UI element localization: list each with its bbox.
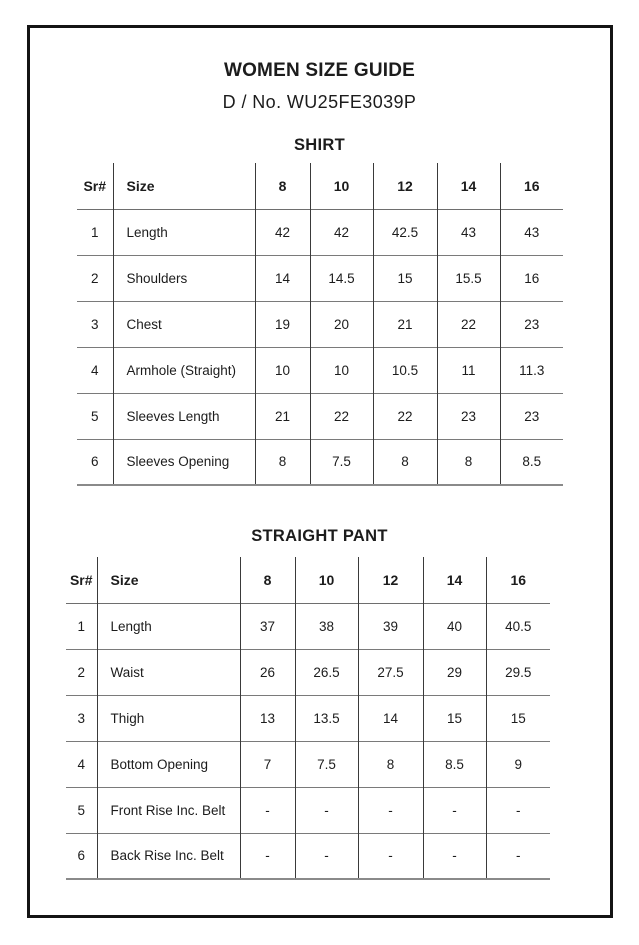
sr-cell: 4: [77, 347, 113, 393]
measurement-label-cell: Bottom Opening: [97, 741, 240, 787]
measurement-value-cell: 19: [255, 301, 310, 347]
measurement-value-cell: -: [358, 833, 423, 879]
sr-cell: 2: [66, 649, 97, 695]
measurement-value-cell: 26: [240, 649, 295, 695]
measurement-value-cell: 8.5: [522, 454, 542, 470]
doc-number: D / No. WU25FE3039P: [222, 92, 417, 112]
sr-cell: 5: [66, 787, 97, 833]
measurement-label-cell: Length: [113, 209, 255, 255]
measurement-value-cell: 37: [240, 603, 295, 649]
size-value-column-header: 12: [373, 163, 437, 209]
size-value-column-header: 10: [310, 163, 373, 209]
size-value-column-header: 14: [423, 557, 486, 603]
measurement-value-cell: 13: [240, 695, 295, 741]
size-column-header: Size: [113, 163, 255, 209]
measurement-value-cell: 14.5: [310, 255, 373, 301]
measurement-value-cell: 22: [310, 393, 373, 439]
size-value-column-header: 8: [255, 163, 310, 209]
measurement-value-cell: -: [240, 787, 295, 833]
size-value-column-header: 16: [523, 177, 540, 194]
page-title: WOMEN SIZE GUIDE: [223, 60, 416, 81]
size-value-column-header: 8: [240, 557, 295, 603]
measurement-value-cell: -: [423, 833, 486, 879]
measurement-value-cell: 7: [240, 741, 295, 787]
measurement-value-cell: -: [295, 787, 358, 833]
measurement-value-cell: 10.5: [373, 347, 437, 393]
measurement-value-cell: 42.5: [373, 209, 437, 255]
table-row: [77, 393, 563, 439]
measurement-value-cell: 20: [310, 301, 373, 347]
measurement-value-cell: -: [516, 848, 521, 864]
measurement-value-cell: 14: [358, 695, 423, 741]
measurement-value-cell: 22: [437, 301, 500, 347]
measurement-value-cell: -: [240, 833, 295, 879]
measurement-value-cell: 7.5: [310, 439, 373, 485]
measurement-label-cell: Shoulders: [113, 255, 255, 301]
measurement-label-cell: Back Rise Inc. Belt: [97, 833, 240, 879]
table-row: [66, 695, 550, 741]
measurement-value-cell: 27.5: [358, 649, 423, 695]
measurement-value-cell: 40.5: [505, 618, 532, 634]
measurement-value-cell: 21: [373, 301, 437, 347]
sr-cell: 3: [77, 301, 113, 347]
measurement-label-cell: Waist: [97, 649, 240, 695]
measurement-value-cell: 15: [373, 255, 437, 301]
measurement-label-cell: Chest: [113, 301, 255, 347]
measurement-value-cell: 10: [255, 347, 310, 393]
measurement-value-cell: 15: [423, 695, 486, 741]
measurement-label-cell: Sleeves Opening: [113, 439, 255, 485]
table-row: [66, 787, 550, 833]
measurement-value-cell: 40: [423, 603, 486, 649]
measurement-value-cell: 43: [437, 209, 500, 255]
measurement-value-cell: 22: [373, 393, 437, 439]
measurement-value-cell: 26.5: [295, 649, 358, 695]
measurement-label-cell: Sleeves Length: [113, 393, 255, 439]
table-row: [77, 439, 563, 485]
measurement-value-cell: -: [423, 787, 486, 833]
sr-cell: 1: [66, 603, 97, 649]
measurement-value-cell: 29.5: [505, 664, 532, 680]
measurement-label-cell: Length: [97, 603, 240, 649]
measurement-value-cell: 7.5: [295, 741, 358, 787]
table-row: [66, 603, 550, 649]
table-row: [66, 741, 550, 787]
measurement-label-cell: Armhole (Straight): [113, 347, 255, 393]
section-heading-shirt: SHIRT: [294, 136, 345, 154]
table-row: [66, 833, 550, 879]
measurement-value-cell: 42: [255, 209, 310, 255]
size-column-header: Size: [97, 557, 240, 603]
measurement-value-cell: 21: [255, 393, 310, 439]
measurement-value-cell: 23: [524, 408, 540, 424]
measurement-value-cell: -: [358, 787, 423, 833]
size-value-column-header: 10: [295, 557, 358, 603]
size-value-column-header: 12: [358, 557, 423, 603]
measurement-value-cell: 42: [310, 209, 373, 255]
size-value-column-header: 16: [510, 571, 527, 588]
measurement-value-cell: 11: [437, 347, 500, 393]
measurement-value-cell: 10: [310, 347, 373, 393]
sr-cell: 5: [77, 393, 113, 439]
sr-cell: 6: [77, 439, 113, 485]
size-value-column-header: 14: [437, 163, 500, 209]
measurement-value-cell: 9: [514, 756, 522, 772]
measurement-label-cell: Thigh: [97, 695, 240, 741]
measurement-value-cell: 8: [437, 439, 500, 485]
sr-cell: 1: [77, 209, 113, 255]
shirt-table-header-row: [77, 163, 563, 209]
measurement-label-cell: Front Rise Inc. Belt: [97, 787, 240, 833]
measurement-value-cell: 8: [358, 741, 423, 787]
table-row: [77, 209, 563, 255]
measurement-value-cell: 8: [373, 439, 437, 485]
section-heading-straight-pant: STRAIGHT PANT: [251, 527, 388, 545]
measurement-value-cell: 38: [295, 603, 358, 649]
straight-pant-size-table: [66, 557, 550, 880]
pant-table-header-row: [66, 557, 550, 603]
measurement-value-cell: -: [516, 802, 521, 818]
measurement-value-cell: 8.5: [423, 741, 486, 787]
sr-cell: 3: [66, 695, 97, 741]
measurement-value-cell: 29: [423, 649, 486, 695]
measurement-value-cell: 11.3: [519, 362, 545, 378]
sr-column-header: Sr#: [66, 557, 97, 603]
measurement-value-cell: 23: [437, 393, 500, 439]
table-row: [66, 649, 550, 695]
measurement-value-cell: 14: [255, 255, 310, 301]
measurement-value-cell: 13.5: [295, 695, 358, 741]
sr-cell: 6: [66, 833, 97, 879]
table-row: [77, 301, 563, 347]
measurement-value-cell: 15.5: [437, 255, 500, 301]
shirt-size-table: [77, 163, 563, 486]
measurement-value-cell: 23: [524, 316, 540, 332]
sr-column-header: Sr#: [77, 163, 113, 209]
measurement-value-cell: 16: [524, 270, 540, 286]
measurement-value-cell: 8: [255, 439, 310, 485]
measurement-value-cell: 15: [510, 710, 526, 726]
measurement-value-cell: 39: [358, 603, 423, 649]
measurement-value-cell: 43: [524, 224, 540, 240]
measurement-value-cell: -: [295, 833, 358, 879]
sr-cell: 4: [66, 741, 97, 787]
sr-cell: 2: [77, 255, 113, 301]
table-row: [77, 347, 563, 393]
table-row: [77, 255, 563, 301]
